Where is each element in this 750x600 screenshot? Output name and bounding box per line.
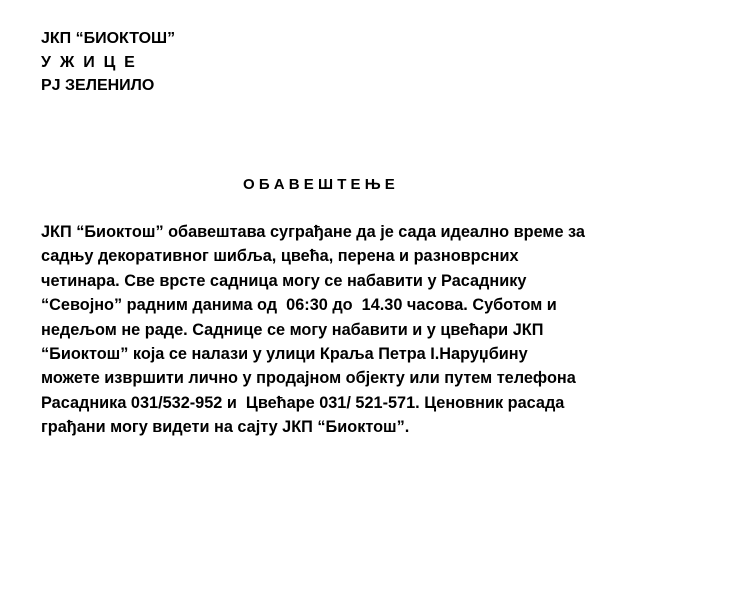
notice-body-line: грађани могу видети на сајту ЈКП “Биоктош”.: [41, 418, 410, 437]
notice-body-line: недељом не раде. Саднице се могу набавити и у цвећари ЈКП: [41, 320, 544, 339]
notice-body-line: садњу декоративног шибља, цвећа, перена и разноврсних: [41, 247, 519, 266]
letterhead: [41, 27, 175, 98]
notice-body: [41, 220, 731, 440]
company-name: ЈКП “БИОКТОШ”: [41, 30, 176, 47]
notice-body-line: четинара. Све врсте садница могу се набавити у Расаднику: [41, 271, 527, 290]
notice-body-line: ЈКП “Биоктош” обавештава суграђане да је сада идеално време за: [41, 223, 585, 241]
notice-title: О Б А В Е Ш Т Е Њ Е: [243, 176, 395, 193]
city-name: У Ж И Ц Е: [41, 53, 135, 71]
notice-body-line: можете извршити лично у продајном објекту или путем телефона: [41, 369, 576, 388]
notice-body-line: “Биоктош” која се налази у улици Краља Петра I.Наруџбину: [41, 345, 528, 364]
unit-name: РЈ ЗЕЛЕНИЛО: [41, 77, 155, 94]
notice-body-line: “Севојно” радним данима од 06:30 до 14.30 часова. Суботом и: [41, 296, 557, 315]
notice-body-line: Расадника 031/532-952 и Цвећаре 031/ 521-571. Ценовник расада: [41, 393, 565, 412]
